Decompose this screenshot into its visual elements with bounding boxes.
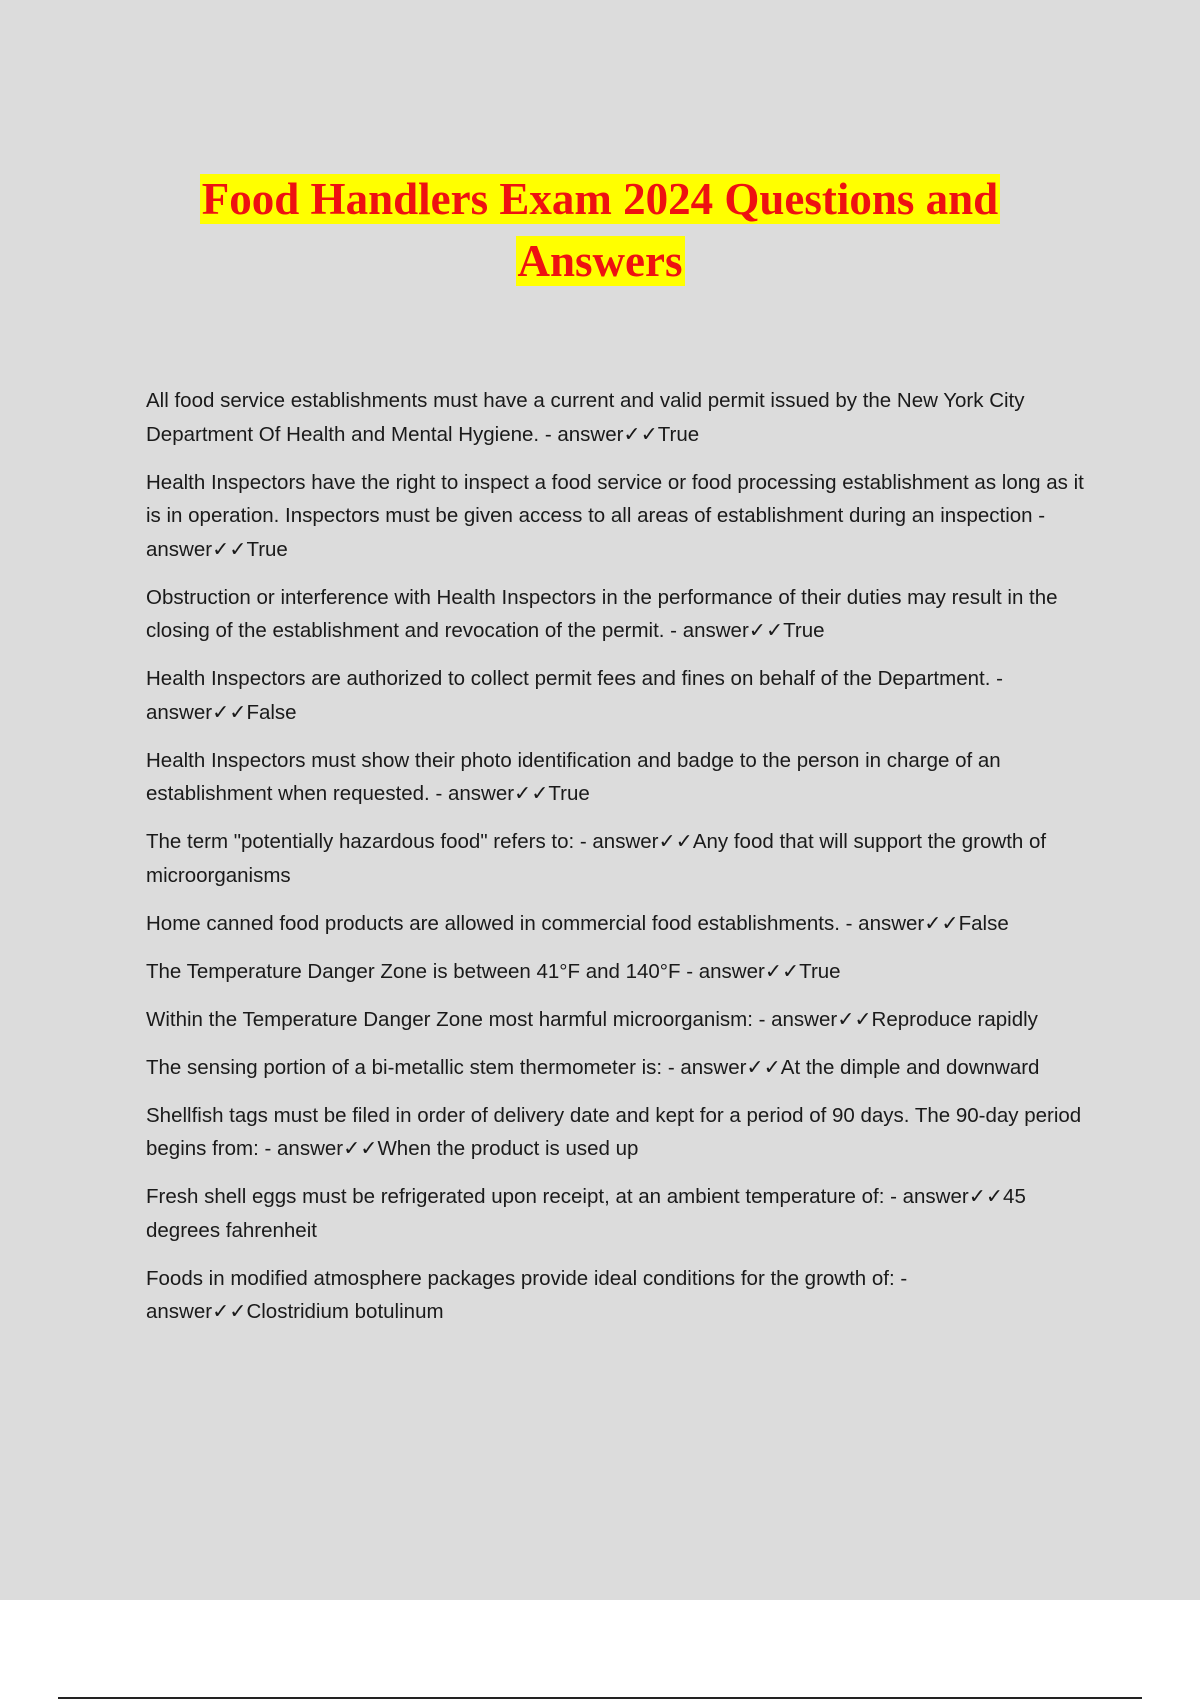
qa-item: Health Inspectors must show their photo identification and badge to the person in charge of an establishment when requested. - answer✓✓True <box>146 748 1001 805</box>
qa-item: The sensing portion of a bi-metallic stem thermometer is: - answer✓✓At the dimple and downward <box>146 1055 1040 1079</box>
qa-item: Foods in modified atmosphere packages provide ideal conditions for the growth of: - answer✓✓Clostridium botulinum <box>146 1266 908 1323</box>
qa-item: The term "potentially hazardous food" refers to: - answer✓✓Any food that will support the growth of microorganisms <box>146 830 1047 887</box>
qa-item: The Temperature Danger Zone is between 41°F and 140°F - answer✓✓True <box>146 959 841 983</box>
qa-list <box>146 384 1091 1343</box>
footer-divider <box>58 1697 1142 1699</box>
qa-item: Health Inspectors have the right to inspect a food service or food processing establishment as long as it is in operation. Inspectors must be given access to all areas of establishment during an inspection - answer✓✓True <box>146 470 1084 561</box>
qa-item: Home canned food products are allowed in commercial food establishments. - answer✓✓False <box>146 911 1009 935</box>
qa-item: Health Inspectors are authorized to collect permit fees and fines on behalf of the Department. - answer✓✓False <box>146 667 1003 724</box>
qa-item: Within the Temperature Danger Zone most harmful microorganism: - answer✓✓Reproduce rapidly <box>146 1007 1038 1031</box>
qa-item: Obstruction or interference with Health Inspectors in the performance of their duties may result in the closing of the establishment and revocation of the permit. - answer✓✓True <box>146 585 1058 642</box>
qa-item: All food service establishments must have a current and valid permit issued by the New York City Department Of Health and Mental Hygiene. - answer✓✓True <box>146 389 1025 446</box>
document-title <box>0 168 1200 292</box>
qa-item: Fresh shell eggs must be refrigerated upon receipt, at an ambient temperature of: - answer✓✓45 degrees fahrenheit <box>146 1185 1026 1242</box>
qa-item: Shellfish tags must be filed in order of delivery date and kept for a period of 90 days. The 90-day period begins from: - answer✓✓When the product is used up <box>146 1103 1082 1160</box>
title-line-1: Food Handlers Exam 2024 Questions and <box>201 174 999 224</box>
title-line-2: Answers <box>517 236 683 286</box>
